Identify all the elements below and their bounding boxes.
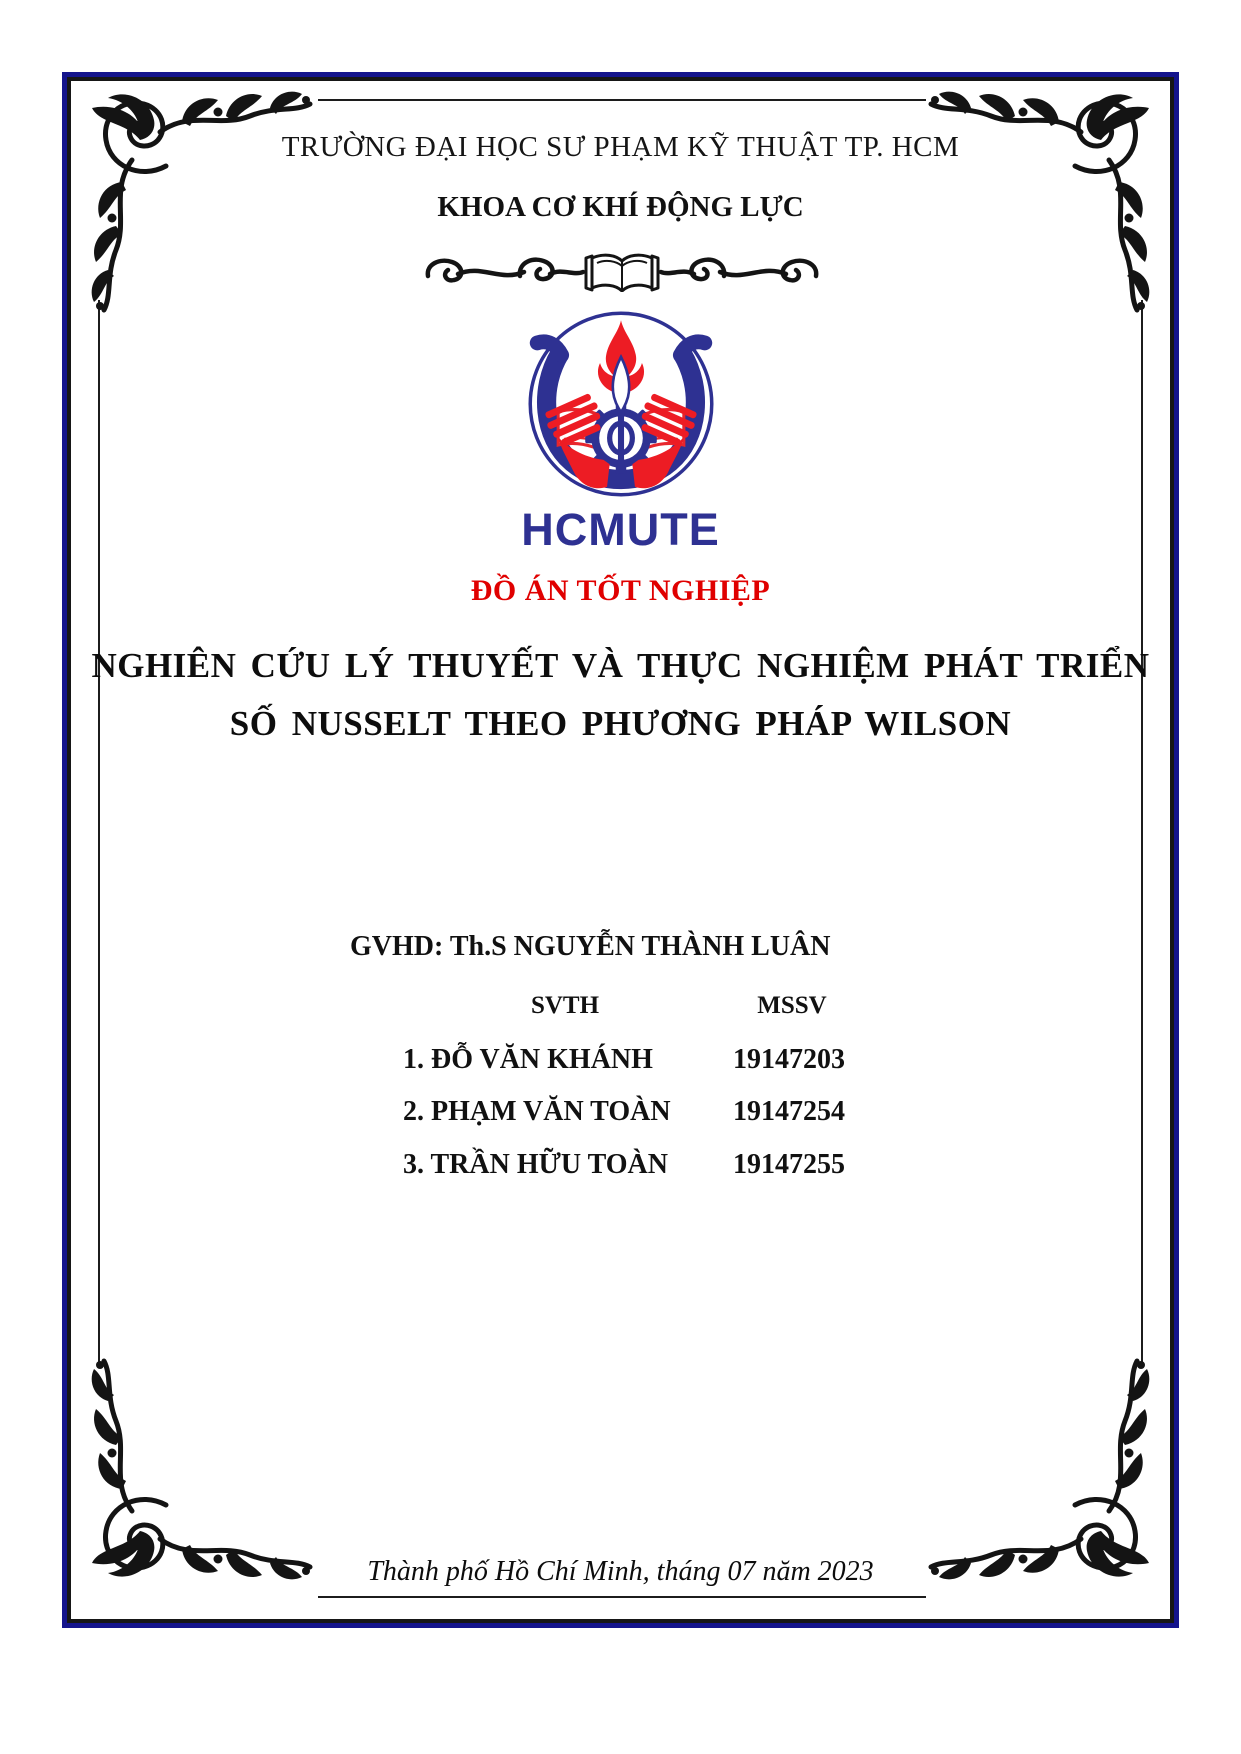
hcmute-logo-icon	[525, 308, 717, 500]
student-id: 19147255	[733, 1149, 845, 1180]
inner-rule-bottom	[318, 1596, 926, 1598]
student-row	[0, 1096, 1241, 1132]
ids-column-header: MSSV	[757, 992, 827, 1019]
student-row	[0, 1149, 1241, 1185]
student-name: 2. PHẠM VĂN TOÀN	[403, 1096, 671, 1127]
students-column-header: SVTH	[530, 992, 600, 1019]
student-id: 19147254	[733, 1096, 845, 1127]
thesis-title-line1: NGHIÊN CỨU LÝ THUYẾT VÀ THỰC NGHIỆM PHÁT TRIỂN	[91, 646, 1150, 685]
student-name: 3. TRẦN HỮU TOÀN	[403, 1149, 669, 1180]
footer-location-date: Thành phố Hồ Chí Minh, tháng 07 năm 2023	[367, 1556, 874, 1587]
faculty-name: KHOA CƠ KHÍ ĐỘNG LỰC	[437, 191, 804, 223]
document-type: ĐỒ ÁN TỐT NGHIỆP	[470, 574, 771, 607]
inner-rule-right	[1141, 300, 1143, 1368]
thesis-title-line2: SỐ NUSSELT THEO PHƯƠNG PHÁP WILSON	[229, 704, 1012, 743]
advisor-line: GVHD: Th.S NGUYỄN THÀNH LUÂN	[350, 931, 831, 962]
inner-rule-top	[318, 99, 926, 101]
student-row	[0, 1044, 1241, 1080]
university-name: TRƯỜNG ĐẠI HỌC SƯ PHẠM KỸ THUẬT TP. HCM	[281, 131, 960, 163]
inner-rule-left	[98, 300, 100, 1368]
student-id: 19147203	[733, 1044, 845, 1075]
student-name: 1. ĐỖ VĂN KHÁNH	[403, 1044, 653, 1075]
logo-wordmark: HCMUTE	[521, 504, 720, 555]
book-divider-icon	[422, 252, 822, 292]
